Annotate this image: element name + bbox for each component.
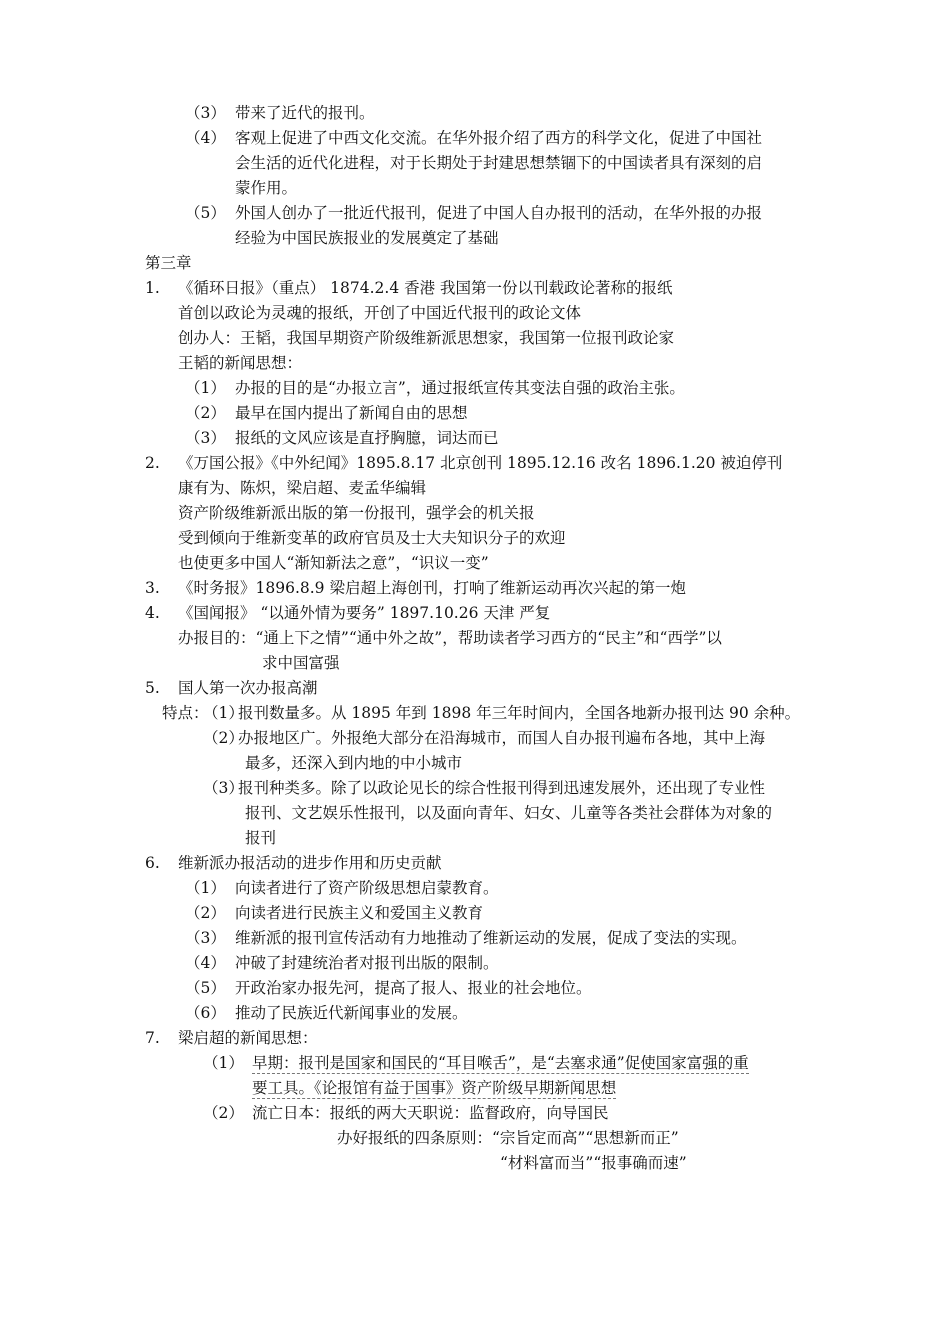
section-1-item-text: 办报的目的是“办报立言”，通过报纸宣传其变法自强的政治主张。 xyxy=(235,379,685,397)
section-7-item-text xyxy=(252,1077,616,1099)
section-1-title: 《循环日报》（重点） 1874.2.4 香港 我国第一份以刊载政论著称的报纸 xyxy=(178,279,673,297)
section-5-item-text: 报刊数量多。从 1895 年到 1898 年三年时间内，全国各地新办报刊达 90 余种。 xyxy=(238,704,801,722)
intro-item-4-text: 蒙作用。 xyxy=(235,179,298,197)
section-1-item-number: （2） xyxy=(185,404,226,422)
section-7-item-number: （2） xyxy=(203,1104,244,1122)
section-5-item-text: 报刊 xyxy=(245,829,277,847)
section-3-title: 《时务报》1896.8.9 梁启超上海创刊，打响了维新运动再次兴起的第一炮 xyxy=(178,579,686,597)
section-2-line: 康有为、陈炽，梁启超、麦孟华编辑 xyxy=(178,479,427,497)
section-6-item-text: 向读者进行民族主义和爱国主义教育 xyxy=(235,904,484,922)
section-6-item-text: 维新派的报刊宣传活动有力地推动了维新运动的发展，促成了变法的实现。 xyxy=(235,929,747,947)
intro-item-5-text: 外国人创办了一批近代报刊，促进了中国人自办报刊的活动，在华外报的办报 xyxy=(235,204,763,222)
section-4-line: 求中国富强 xyxy=(262,654,340,672)
section-5-title: 国人第一次办报高潮 xyxy=(178,679,318,697)
section-6-item-text: 推动了民族近代新闻事业的发展。 xyxy=(235,1004,468,1022)
section-6-item-number: （5） xyxy=(185,979,226,997)
intro-item-5-text: 经验为中国民族报业的发展奠定了基础 xyxy=(235,229,499,247)
section-7-item-text: 流亡日本：报纸的两大天职说：监督政府，向导国民 xyxy=(252,1104,609,1122)
section-7-item-text xyxy=(252,1052,749,1074)
section-1-item-text: 报纸的文风应该是直抒胸臆，词达而已 xyxy=(235,429,499,447)
section-7-number: 7. xyxy=(145,1029,160,1047)
intro-item-4-number: （4） xyxy=(185,129,226,147)
section-6-title: 维新派办报活动的进步作用和历史贡献 xyxy=(178,854,442,872)
section-5-feature-label: 特点： xyxy=(162,704,209,722)
intro-item-4-text: 会生活的近代化进程，对于长期处于封建思想禁锢下的中国读者具有深刻的启 xyxy=(235,154,763,172)
section-6-item-number: （2） xyxy=(185,904,226,922)
section-5-number: 5. xyxy=(145,679,160,697)
section-4-line: 办报目的：“通上下之情”“通中外之故”，帮助读者学习西方的“民主”和“西学”以 xyxy=(178,629,722,647)
intro-item-5-number: （5） xyxy=(185,204,226,222)
section-1-item-number: （3） xyxy=(185,429,226,447)
section-6-item-number: （4） xyxy=(185,954,226,972)
section-1-number: 1. xyxy=(145,279,160,297)
intro-item-4-text: 客观上促进了中西文化交流。在华外报介绍了西方的科学文化，促进了中国社 xyxy=(235,129,763,147)
section-6-number: 6. xyxy=(145,854,160,872)
section-2-number: 2. xyxy=(145,454,160,472)
section-1-item-text: 最早在国内提出了新闻自由的思想 xyxy=(235,404,468,422)
section-2-line: 资产阶级维新派出版的第一份报刊，强学会的机关报 xyxy=(178,504,535,522)
tracked-change-underline: 要工具。《论报馆有益于国事》资产阶级早期新闻思想 xyxy=(252,1079,617,1097)
tracked-change-underline: 早期：报刊是国家和国民的“耳目喉舌”，是“去塞求通”促使国家富强的重 xyxy=(252,1054,749,1072)
intro-item-3-text: 带来了近代的报刊。 xyxy=(235,104,375,122)
section-5-item-number: （3） xyxy=(203,779,244,797)
section-6-item-text: 向读者进行了资产阶级思想启蒙教育。 xyxy=(235,879,499,897)
section-6-item-number: （3） xyxy=(185,929,226,947)
section-5-item-number: （1） xyxy=(203,704,244,722)
section-2-line: 受到倾向于维新变革的政府官员及士大夫知识分子的欢迎 xyxy=(178,529,566,547)
intro-item-3-number: （3） xyxy=(185,104,226,122)
section-2-line: 也使更多中国人“渐知新法之意”，“识议一变” xyxy=(178,554,489,572)
section-5-item-number: （2） xyxy=(203,729,244,747)
section-5-item-text: 最多，还深入到内地的中小城市 xyxy=(245,754,463,772)
section-6-item-text: 开政治家办报先河，提高了报人、报业的社会地位。 xyxy=(235,979,592,997)
section-3-number: 3. xyxy=(145,579,160,597)
section-4-title: 《国闻报》 “以通外情为要务” 1897.10.26 天津 严复 xyxy=(178,604,551,622)
section-6-item-text: 冲破了封建统治者对报刊出版的限制。 xyxy=(235,954,499,972)
section-6-item-number: （6） xyxy=(185,1004,226,1022)
section-6-item-number: （1） xyxy=(185,879,226,897)
section-5-item-text: 报刊、文艺娱乐性报刊，以及面向青年、妇女、儿童等各类社会群体为对象的 xyxy=(245,804,773,822)
section-1-line: 创办人：王韬，我国早期资产阶级维新派思想家，我国第一位报刊政论家 xyxy=(178,329,675,347)
section-7-item-text: 办好报纸的四条原则：“宗旨定而高”“思想新而正” xyxy=(337,1129,679,1147)
section-2-title: 《万国公报》《中外纪闻》1895.8.17 北京创刊 1895.12.16 改名 1896.1.20 被迫停刊 xyxy=(178,454,783,472)
section-5-item-text: 办报地区广。外报绝大部分在沿海城市，而国人自办报刊遍布各地，其中上海 xyxy=(238,729,766,747)
section-4-number: 4. xyxy=(145,604,160,622)
section-1-item-number: （1） xyxy=(185,379,226,397)
section-5-item-text: 报刊种类多。除了以政论见长的综合性报刊得到迅速发展外，还出现了专业性 xyxy=(238,779,766,797)
section-7-title: 梁启超的新闻思想： xyxy=(178,1029,318,1047)
section-7-item-number: （1） xyxy=(203,1054,244,1072)
chapter-heading: 第三章 xyxy=(145,254,192,272)
section-1-line: 首创以政论为灵魂的报纸，开创了中国近代报刊的政论文体 xyxy=(178,304,582,322)
section-7-item-text: “材料富而当”“报事确而速” xyxy=(500,1154,687,1172)
section-1-line: 王韬的新闻思想： xyxy=(178,354,303,372)
